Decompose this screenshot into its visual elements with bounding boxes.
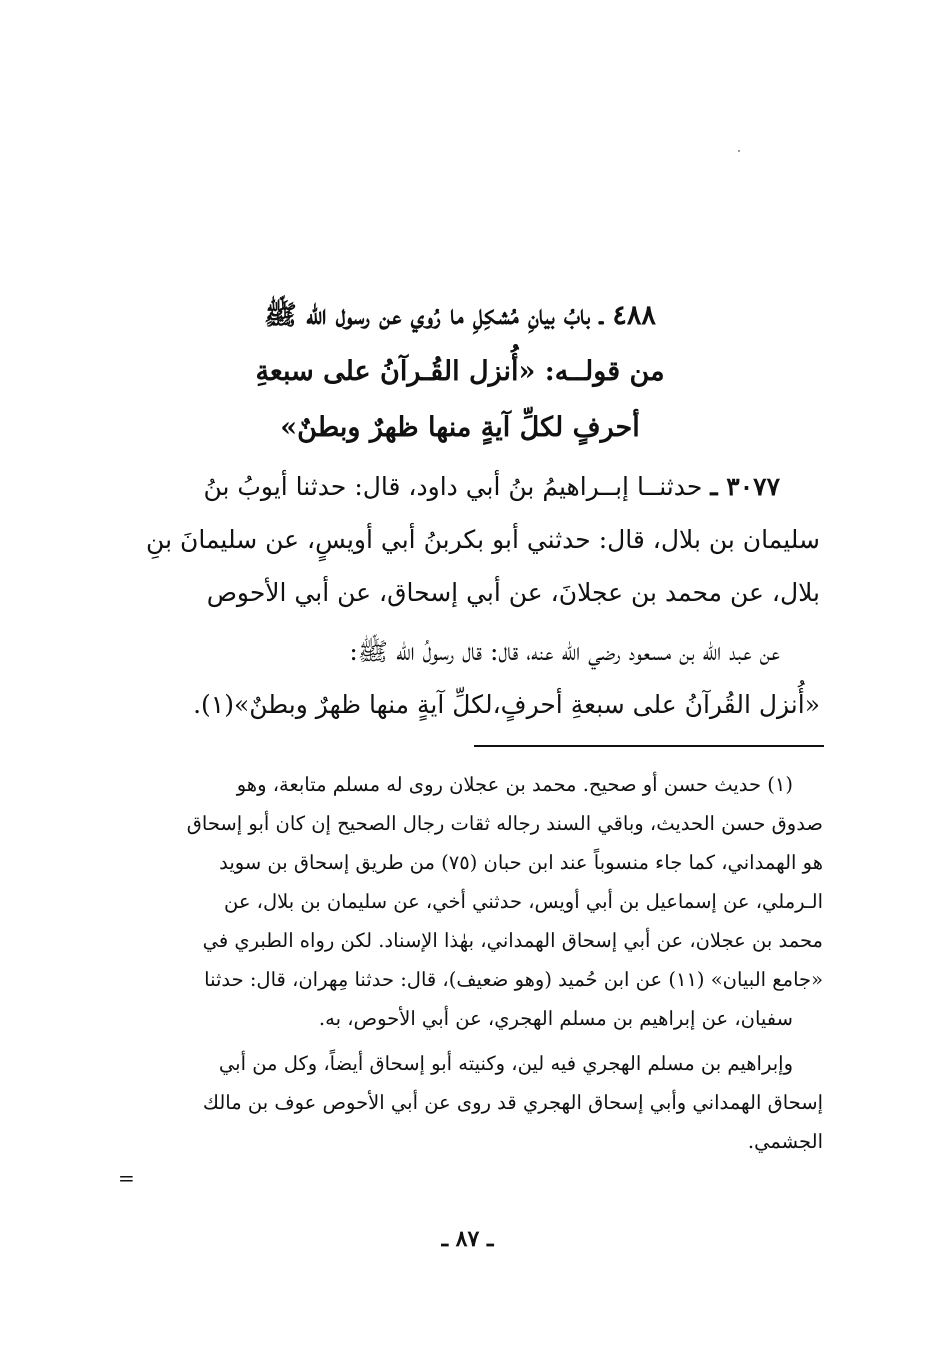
chapter-heading [110, 288, 810, 456]
footnote-line-5: محمد بن عجلان، عن أبي إسحاق الهمداني، بهٰذا الإسناد. لكن رواه الطبري في [202, 929, 823, 952]
footnote-p2-line-1: وإبراهيم بن مسلم الهجري فيه لين، وكنيته أبو إسحاق أيضاً، وكل من أبي [218, 1052, 793, 1075]
hadith-matn-paragraph [120, 625, 820, 731]
footnote-line-7: سفيان، عن إبراهيم بن مسلم الهجري، عن أبي الأحوص، به. [318, 1007, 793, 1030]
page-number: ـ ٨٧ ـ [441, 1226, 494, 1252]
hadith-line-1-text: حدثنــا إبــراهيمُ بنُ أبي داود، قال: حدثنا أيوبُ بنُ [203, 472, 711, 501]
footnote-paragraph-2 [118, 1044, 823, 1161]
chapter-heading-line-1: ٤٨٨ ـ بابُ بيانِ مُشكِلِ ما رُوي عن رسول الله ﷺ [264, 300, 656, 331]
chapter-heading-line-3: أحرفٍ لكلِّ آيةٍ منها ظهرٌ وبطنٌ» [280, 412, 640, 443]
footnote-line-2: صدوق حسن الحديث، وباقي السند رجاله ثقات رجال الصحيح إن كان أبو إسحاق [186, 812, 823, 835]
footnote-line-1: (١) حديث حسن أو صحيح. محمد بن عجلان روى له مسلم متابعة، وهو [236, 773, 793, 796]
footnote-line-4: الـرملي، عن إسماعيل بن أبي أويس، حدثني أخي، عن سليمان بن بلال، عن [223, 890, 823, 913]
footnote-line-3: هو الهمداني، كما جاء منسوباً عند ابن حبان (٧٥) من طريق إسحاق بن سويد [219, 851, 823, 874]
hadith-line-2: سليمان بن بلال، قال: حدثني أبو بكربنُ أبي أويسٍ، عن سليمانَ بنِ [146, 525, 820, 554]
hadith-isnad-paragraph [120, 460, 820, 619]
hadith-matn-line-1: عن عبد الله بن مسعود رضي الله عنه، قال: قال رسولُ الله ﷺ: [349, 637, 780, 666]
chapter-heading-line-2: من قولــه: «أُنزل القُـرآنُ على سبعةِ [255, 356, 665, 387]
hadith-number: ٣٠٧٧ ـ [710, 472, 780, 501]
footnote-p2-line-3: الجشمي. [747, 1130, 823, 1153]
hadith-line-3: بلال، عن محمد بن عجلانَ، عن أبي إسحاق، عن أبي الأحوص [206, 578, 820, 607]
scan-speck [738, 150, 740, 152]
footnote-continuation-mark: = [118, 1166, 135, 1190]
hadith-matn-line-2: «أُنزل القُرآنُ على سبعةِ أحرفٍ،لكلِّ آيةٍ منها ظهرٌ وبطنٌ»(١). [193, 690, 820, 719]
hadith-line-1 [120, 460, 820, 513]
footnote-block [118, 765, 823, 1161]
footnote-p2-line-2: إسحاق الهمداني وأبي إسحاق الهجري قد روى عن أبي الأحوص عوف بن مالك [202, 1091, 823, 1114]
footnote-separator [474, 745, 824, 747]
footnote-line-6: «جامع البيان» (١١) عن ابن حُميد (وهو ضعيف)، قال: حدثنا مِهران، قال: حدثنا [204, 968, 823, 991]
